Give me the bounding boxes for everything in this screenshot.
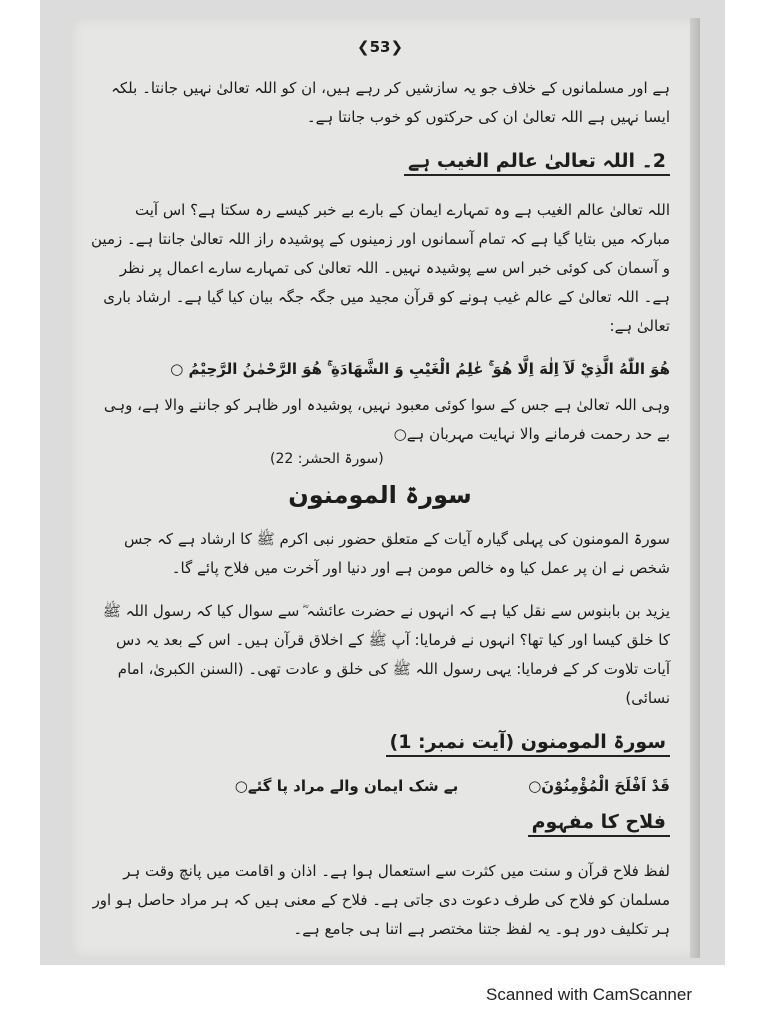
verse-translation: بے شک ایمان والے مراد پا گئے○ <box>234 777 459 795</box>
paragraph-4: سورۃ المومنون کی پہلی گیارہ آیات کے متعلق حضور نبی اکرم ﷺ کا ارشاد ہے کہ جس شخص نے ان پر عمل کیا وہ خالص مومن ہے اور دنیا اور آخرت میں فلاح پائے گا۔ <box>123 530 670 577</box>
paragraph-2: اللہ تعالیٰ عالم الغیب ہے وہ تمہارے ایمان کے بارے بے خبر کیسے رہ سکتا ہے؟ اس آیت مبارکہ میں بتایا گیا ہے کہ تمام آسمانوں اور زمینوں کے پوشیدہ راز اللہ تعالیٰ جانتا ہے۔ زمین و آسمان کی کوئی خبر اس سے پوشیدہ نہیں۔ اللہ تعالیٰ کی تمہارے سارے اعمال پر نظر ہے۔ اللہ تعالیٰ کے عالم غیب ہونے کو قرآن مجید میں جگہ جگہ بیان کیا گیا ہے۔ ارشاد باری تعالیٰ ہے: <box>91 201 670 335</box>
arabic-verse-1: هُوَ اللّٰهُ الَّذِيْ لَآ اِلٰهَ اِلَّا هُوَ ۚ عٰلِمُ الْغَيْبِ وَ الشَّهَادَةِ ۚ هُوَ الرَّحْمٰنُ الرَّحِيْمُ ○ <box>170 360 670 378</box>
verse-row <box>90 777 670 795</box>
page-number: ❮53❯ <box>356 38 404 56</box>
section-heading-falah-meaning: فلاح کا مفہوم <box>528 811 670 837</box>
paragraph-1: ہے اور مسلمانوں کے خلاف جو یہ سازشیں کر رہے ہیں، ان کو اللہ تعالیٰ نہیں جانتا۔ بلکہ ایسا نہیں ہے اللہ تعالیٰ ان کی حرکتوں کو خوب جانتا ہے۔ <box>111 79 670 126</box>
scanned-photo <box>40 0 725 965</box>
arabic-verse-2: قَدْ اَفْلَحَ الْمُؤْمِنُوْنَ○ <box>528 777 670 795</box>
section-heading-alim-ul-ghaib: 2۔ اللہ تعالیٰ عالم الغیب ہے <box>404 150 670 176</box>
reference-hashr-22: (سورۃ الحشر: 22) <box>270 451 384 467</box>
paragraph-6: لفظ فلاح قرآن و سنت میں کثرت سے استعمال ہوا ہے۔ اذان و اقامت میں پانچ وقت ہر مسلمان کو فلاح کی طرف دعوت دی جاتی ہے۔ فلاح کے معنی ہیں کہ ہر مراد حاصل ہو اور ہر تکلیف دور ہو۔ یہ لفظ جتنا مختصر ہے اتنا ہی جامع ہے۔ <box>92 862 670 938</box>
page-content <box>90 38 670 958</box>
book-page <box>72 18 700 958</box>
surah-title: سورۃ المومنون <box>288 481 472 509</box>
page-edge <box>690 18 700 958</box>
paragraph-3-translation: وہی اللہ تعالیٰ ہے جس کے سوا کوئی معبود نہیں، پوشیدہ اور ظاہر کو جاننے والا ہے، وہی بے حد رحمت فرمانے والا نہایت مہربان ہے○ <box>103 396 670 443</box>
paragraph-5: یزید بن بابنوس سے نقل کیا ہے کہ انہوں نے حضرت عائشہ ؓ سے سوال کیا کہ رسول اللہ ﷺ کا خلق کیسا اور کیا تھا؟ انہوں نے فرمایا: آپ ﷺ کے اخلاق قرآن ہیں۔ اس کے بعد یہ دس آیات تلاوت کر کے فرمایا: یہی رسول اللہ ﷺ کی خلق و عادت تھی۔ (السنن الکبریٰ، امام نسائی) <box>102 602 670 707</box>
scanner-watermark: Scanned with CamScanner <box>485 985 692 1004</box>
section-heading-verse-1: سورۃ المومنون (آیت نمبر: 1) <box>386 731 670 757</box>
